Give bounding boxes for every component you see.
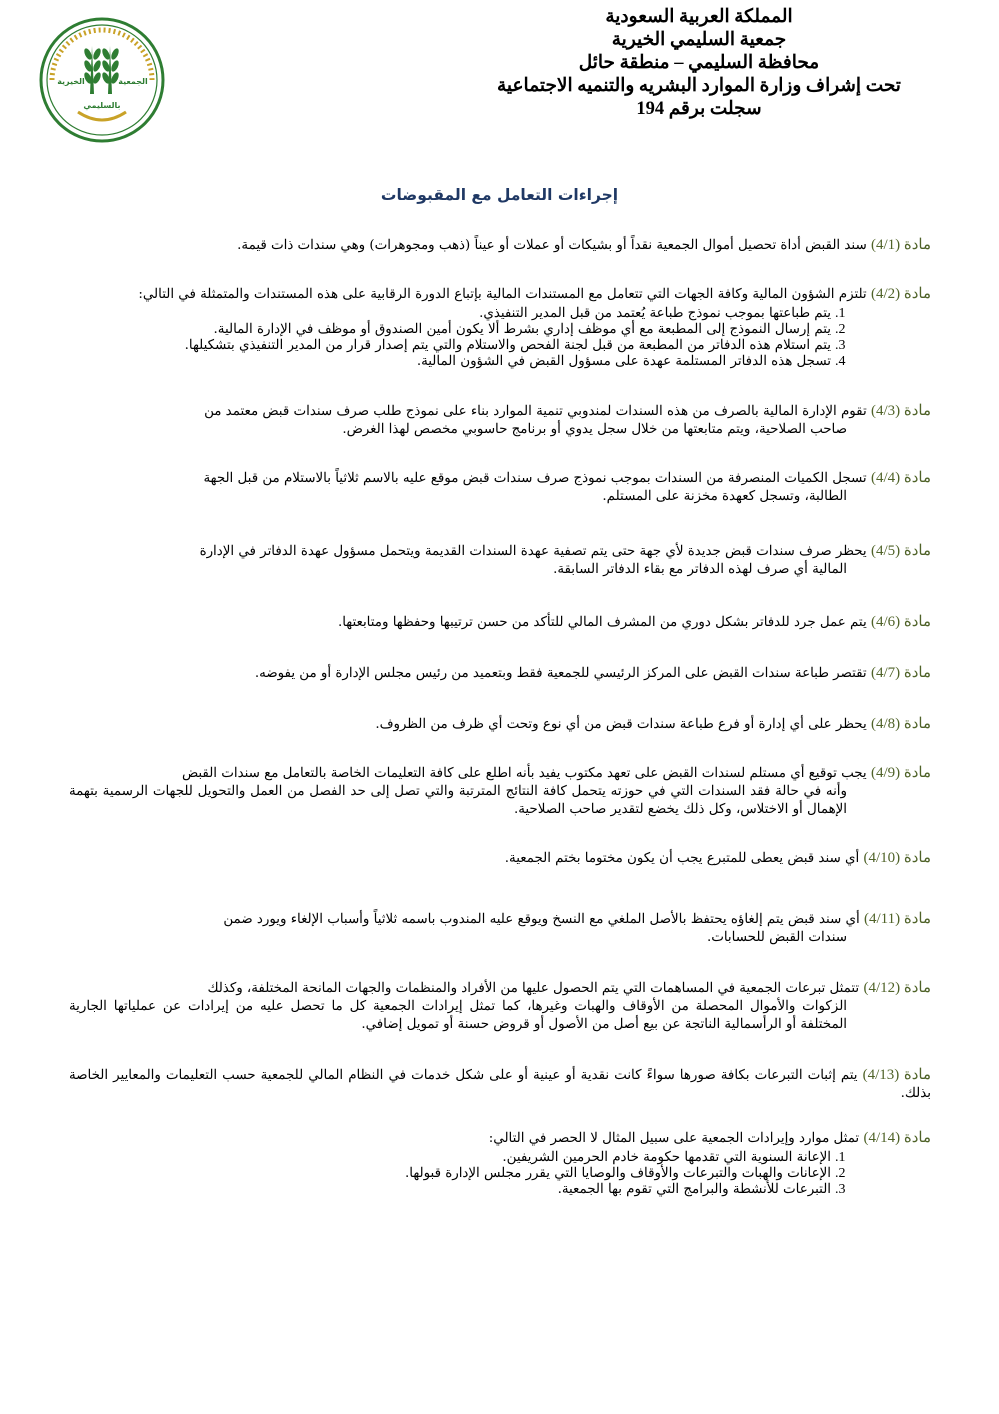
- clause-text-continued: الزكوات والأموال المحصلة من الأوقاف والهبات وغيرها، كما تمثل إيرادات الجمعية كل ما تحصل عليه من إيرادات عن عملياتها الجارية المختلفة أو الرأسمالية الناتجة عن بيع أصل من الأصول أو قروض حسنة أو تمويل إضافي.: [69, 999, 847, 1032]
- logo-text-bottom: بالسليمي: [83, 101, 121, 110]
- clause-text: يحظر صرف سندات قبض جديدة لأي جهة حتى يتم تصفية عهدة السندات القديمة ويتحمل مسؤول عهدة الدفاتر في الإدارة: [199, 544, 867, 559]
- clause-4-8: [69, 715, 931, 734]
- clause-text: تلتزم الشؤون المالية وكافة الجهات التي تتعامل مع المستندات المالية بإتباع الدورة الرقابية على هذه المستندات والمتمثلة في التالي:: [138, 287, 867, 302]
- clause-4-13: [69, 1066, 931, 1103]
- clause-text-continued: المالية أي صرف لهذه الدفاتر مع بقاء الدفاتر السابقة.: [553, 562, 847, 577]
- clauses-list: [69, 236, 931, 1228]
- clause-4-3: [69, 402, 931, 439]
- header-line-ministry: تحت إشراف وزارة الموارد البشريه والتنميه الاجتماعية: [497, 76, 901, 96]
- clause-sub-list: [69, 306, 931, 370]
- list-item: 4. تسجل هذه الدفاتر المستلمة عهدة على مسؤول القبض في الشؤون المالية.: [416, 354, 846, 369]
- clause-number: مادة (4/9): [870, 765, 931, 781]
- clause-text-continued: سندات القبض للحسابات.: [706, 930, 847, 945]
- clause-text: يحظر على أي إدارة أو فرع طباعة سندات قبض من أي نوع وتحت أي ظرف من الظروف.: [375, 717, 867, 732]
- clause-4-1: [69, 236, 931, 255]
- clause-number: مادة (4/1): [870, 237, 931, 253]
- clause-text: سند القبض أداة تحصيل أموال الجمعية نقداً أو بشيكات أو عملات أو عيناً (ذهب ومجوهرات) وهي سندات ذات قيمة.: [237, 238, 867, 253]
- clause-text: تقوم الإدارة المالية بالصرف من هذه السندات لمندوبي تنمية الموارد بناء على نموذج طلب صرف سندات قبض معتمد من: [204, 404, 867, 419]
- clause-number: مادة (4/5): [870, 543, 931, 559]
- header-line-kingdom: المملكة العربية السعودية: [605, 7, 793, 27]
- clause-text: تسجل الكميات المنصرفة من السندات بموجب نموذج صرف سندات قبض موقع عليه بالاسم ثلاثياً بالاستلام من قبل الجهة: [203, 471, 867, 486]
- document-title: إجراءات التعامل مع المقبوضات: [380, 186, 619, 204]
- clause-number: مادة (4/10): [863, 850, 931, 866]
- clause-number: مادة (4/2): [870, 286, 931, 302]
- clause-number: مادة (4/12): [863, 980, 931, 996]
- clause-text: تتمثل تبرعات الجمعية في المساهمات التي يتم الحصول عليها من الأفراد والمنظمات والجهات المانحة المختلفة، وكذلك: [207, 981, 860, 996]
- clause-number: مادة (4/4): [870, 470, 931, 486]
- list-item: 2. يتم إرسال النموذج إلى المطبعة مع أي موظف إداري بشرط ألا يكون أمين الصندوق أو موظف في الإدارة المالية.: [213, 322, 846, 337]
- clause-4-12: [69, 979, 931, 1034]
- clause-number: مادة (4/6): [870, 614, 931, 630]
- clause-number: مادة (4/8): [870, 716, 931, 732]
- clause-text: يجب توقيع أي مستلم لسندات القبض على تعهد مكتوب يفيد بأنه اطلع على كافة التعليمات الخاصة بالتعامل مع سندات القبض: [181, 766, 867, 781]
- list-item: 2. الإعانات والهبات والتبرعات والأوقاف والوصايا التي يقرر مجلس الإدارة قبولها.: [405, 1166, 846, 1181]
- clause-text: أي سند قبض يعطى للمتبرع يجب أن يكون مختوما بختم الجمعية.: [504, 851, 860, 866]
- list-item: 1. يتم طباعتها بموجب نموذج طباعة يُعتمد من قبل المدير التنفيذي.: [479, 306, 846, 321]
- association-logo: [38, 16, 166, 144]
- clause-text-continued: صاحب الصلاحية، ويتم متابعتها من خلال سجل يدوي أو برنامج حاسوبي مخصص لهذا الغرض.: [342, 422, 847, 437]
- clause-number: مادة (4/7): [870, 665, 931, 681]
- logo-text-left: الخيرية: [57, 77, 85, 86]
- wheat-seal-icon: [38, 16, 166, 144]
- list-item: 3. يتم استلام هذه الدفاتر من المطبعة من قبل لجنة الفحص والاستلام والتي يتم إصدار قرار من المدير التنفيذي بتشكيلها.: [184, 338, 846, 353]
- clause-4-2: [69, 285, 931, 370]
- clause-text-continued: الطالبة، وتسجل كعهدة مخزنة على المستلم.: [602, 489, 847, 504]
- clause-4-10: [69, 849, 931, 868]
- clause-text: أي سند قبض يتم إلغاؤه يحتفظ بالأصل الملغي مع النسخ ويوقع عليه المندوب باسمه ثلاثياً وأسباب الإلغاء ويورد ضمن: [223, 912, 860, 927]
- clause-text-continued: وأنه في حالة فقد السندات التي في حوزته يتحمل كافة النتائج المترتبة والتي تصل إلى حد الفصل من العمل والتحويل للجهات الرسمية بتهمة الإهمال أو الاختلاس، وكل ذلك يخضع لتقدير صاحب الصلاحية.: [69, 784, 847, 817]
- list-item: 1. الإعانة السنوية التي تقدمها حكومة خادم الحرمين الشريفين.: [502, 1150, 846, 1165]
- clause-text: يتم عمل جرد للدفاتر بشكل دوري من المشرف المالي للتأكد من حسن ترتيبها وحفظها ومتابعتها.: [337, 615, 867, 630]
- clause-sub-list: [69, 1150, 931, 1198]
- clause-4-7: [69, 664, 931, 683]
- clause-4-9: [69, 764, 931, 819]
- clause-number: مادة (4/14): [863, 1130, 931, 1146]
- clause-number: مادة (4/11): [863, 911, 931, 927]
- clause-4-4: [69, 469, 931, 506]
- clause-text: تمثل موارد وإيرادات الجمعية على سبيل المثال لا الحصر في التالي:: [488, 1131, 860, 1146]
- clause-text: تقتصر طباعة سندات القبض على المركز الرئيسي للجمعية فقط وبتعميد من رئيس مجلس الإدارة أو من يفوضه.: [254, 666, 867, 681]
- letterhead: [419, 6, 979, 121]
- header-line-association: جمعية السليمي الخيرية: [611, 30, 787, 50]
- logo-text-right: الجمعية: [118, 77, 148, 86]
- clause-4-5: [69, 542, 931, 579]
- header-line-registration: سجلت برقم 194: [636, 99, 762, 119]
- clause-4-11: [69, 910, 931, 947]
- list-item: 3. التبرعات للأنشطة والبرامج التي تقوم بها الجمعية.: [557, 1182, 846, 1197]
- clause-number: مادة (4/3): [870, 403, 931, 419]
- clause-text: يتم إثبات التبرعات بكافة صورها سواءً كانت نقدية أو عينية أو على شكل خدمات في النظام المالي للجمعية حسب التعليمات والمعايير الخاصة بذلك.: [69, 1068, 931, 1101]
- clause-4-14: [69, 1129, 931, 1198]
- clause-4-6: [69, 613, 931, 632]
- header-line-governorate: محافظة السليمي – منطقة حائل: [578, 53, 820, 73]
- clause-number: مادة (4/13): [862, 1067, 931, 1083]
